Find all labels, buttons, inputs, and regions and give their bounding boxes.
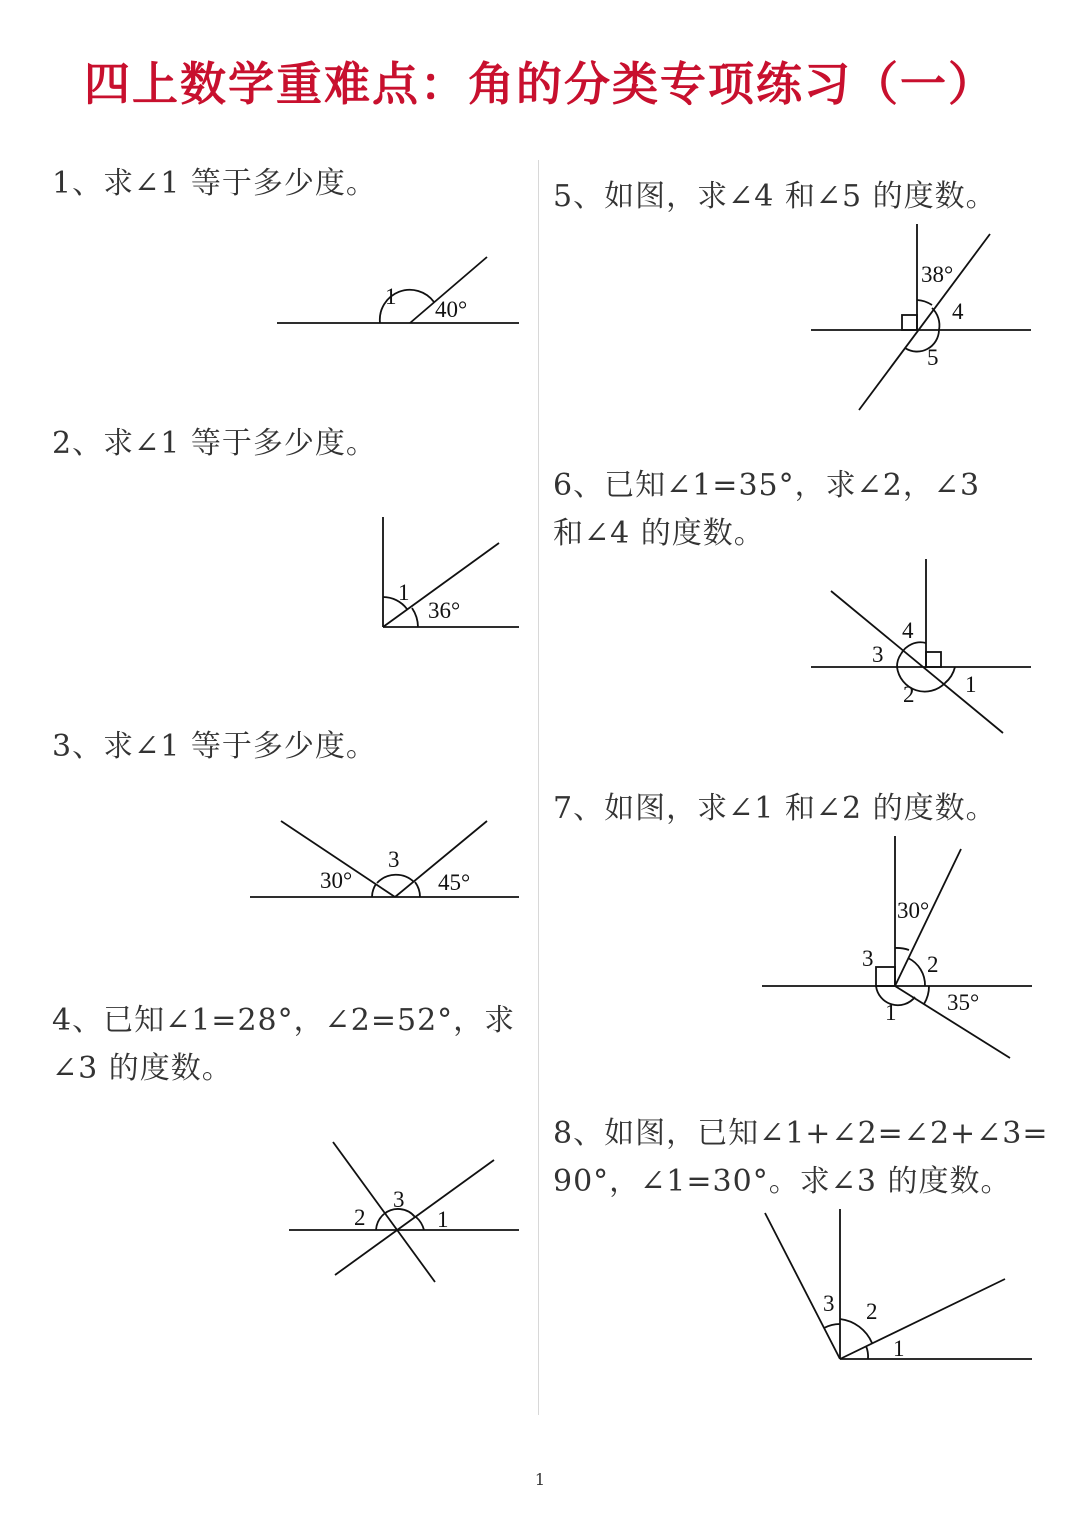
figure-q4 <box>285 1135 525 1290</box>
q2-label-36: 36° <box>428 598 461 623</box>
q3-label-45: 45° <box>438 870 471 895</box>
q2-arc-36 <box>412 608 418 627</box>
figure-q3 <box>245 815 525 905</box>
q1-label-40: 40° <box>435 297 468 322</box>
figure-q5 <box>805 220 1035 415</box>
q7-arc-2 <box>908 958 925 986</box>
q5-right-angle-mark <box>902 315 917 330</box>
question-4 <box>52 997 515 1093</box>
q3-label-30: 30° <box>320 868 353 893</box>
q7-arc-35 <box>924 986 929 1004</box>
q4-line-a <box>333 1142 435 1282</box>
question-4-line-1: 4、已知∠1=28°，∠2=52°，求 <box>52 1003 516 1038</box>
page-number: 1 <box>534 1470 546 1489</box>
q6-arc-3 <box>897 654 901 667</box>
q4-arc-2 <box>376 1214 384 1230</box>
question-8-line-1: 8、如图，已知∠1+∠2=∠2+∠3= <box>553 1116 1049 1151</box>
q4-label-3: 3 <box>393 1187 405 1212</box>
q2-label-1: 1 <box>398 580 410 605</box>
q6-arc-1 <box>945 667 955 683</box>
q7-label-3: 3 <box>862 946 874 971</box>
q6-label-1: 1 <box>965 672 977 697</box>
q8-label-2: 2 <box>866 1299 878 1324</box>
q8-arc-1 <box>866 1346 868 1359</box>
q7-label-30: 30° <box>897 898 930 923</box>
q7-label-35: 35° <box>947 990 980 1015</box>
page-title: 四上数学重难点：角的分类专项练习（一） <box>84 57 996 111</box>
question-6-line-2: 和∠4 的度数。 <box>553 516 765 551</box>
q3-label-3: 3 <box>388 847 400 872</box>
question-3: 3、求∠1 等于多少度。 <box>52 729 377 764</box>
q8-left-ray <box>765 1213 840 1359</box>
q8-arc-3 <box>824 1324 840 1328</box>
q8-label-3: 3 <box>823 1291 835 1316</box>
question-8-line-2: 90°，∠1=30°。求∠3 的度数。 <box>553 1164 1012 1199</box>
figure-q8 <box>755 1205 1040 1365</box>
question-5: 5、如图，求∠4 和∠5 的度数。 <box>553 179 997 214</box>
figure-q6 <box>805 555 1035 740</box>
q3-arc-30 <box>372 884 376 897</box>
question-1: 1、求∠1 等于多少度。 <box>52 166 377 201</box>
q8-right-ray <box>840 1279 1005 1359</box>
question-4-line-2: ∠3 的度数。 <box>52 1051 233 1086</box>
q5-label-5: 5 <box>927 345 939 370</box>
q7-arc-30 <box>895 948 909 950</box>
q3-arc-3 <box>377 875 414 883</box>
q5-slant-line <box>859 234 990 410</box>
q5-arc-38 <box>917 300 932 305</box>
q8-label-1: 1 <box>893 1336 905 1361</box>
q7-label-1: 1 <box>885 1000 897 1025</box>
figure-q1 <box>270 250 530 340</box>
q4-arc-1 <box>416 1217 424 1230</box>
q7-right-angle-mark <box>876 967 895 986</box>
figure-q7 <box>755 832 1035 1062</box>
question-6 <box>553 462 980 558</box>
q6-right-angle-mark <box>926 652 941 667</box>
question-6-line-1: 6、已知∠1=35°，求∠2，∠3 <box>553 468 981 503</box>
column-divider <box>538 160 539 1415</box>
q3-arc-45 <box>415 882 420 897</box>
question-8 <box>553 1110 1049 1206</box>
q4-label-1: 1 <box>437 1207 449 1232</box>
q6-label-2: 2 <box>903 682 915 707</box>
q7-label-2: 2 <box>927 952 939 977</box>
q4-label-2: 2 <box>354 1205 366 1230</box>
q6-label-4: 4 <box>902 618 914 643</box>
q5-label-4: 4 <box>952 299 964 324</box>
q6-slant-line <box>831 591 1003 733</box>
q5-label-38: 38° <box>921 262 954 287</box>
figure-q2 <box>370 510 530 635</box>
question-2: 2、求∠1 等于多少度。 <box>52 426 377 461</box>
question-7: 7、如图，求∠1 和∠2 的度数。 <box>553 791 997 826</box>
q6-label-3: 3 <box>872 642 884 667</box>
q1-label-1: 1 <box>385 284 397 309</box>
